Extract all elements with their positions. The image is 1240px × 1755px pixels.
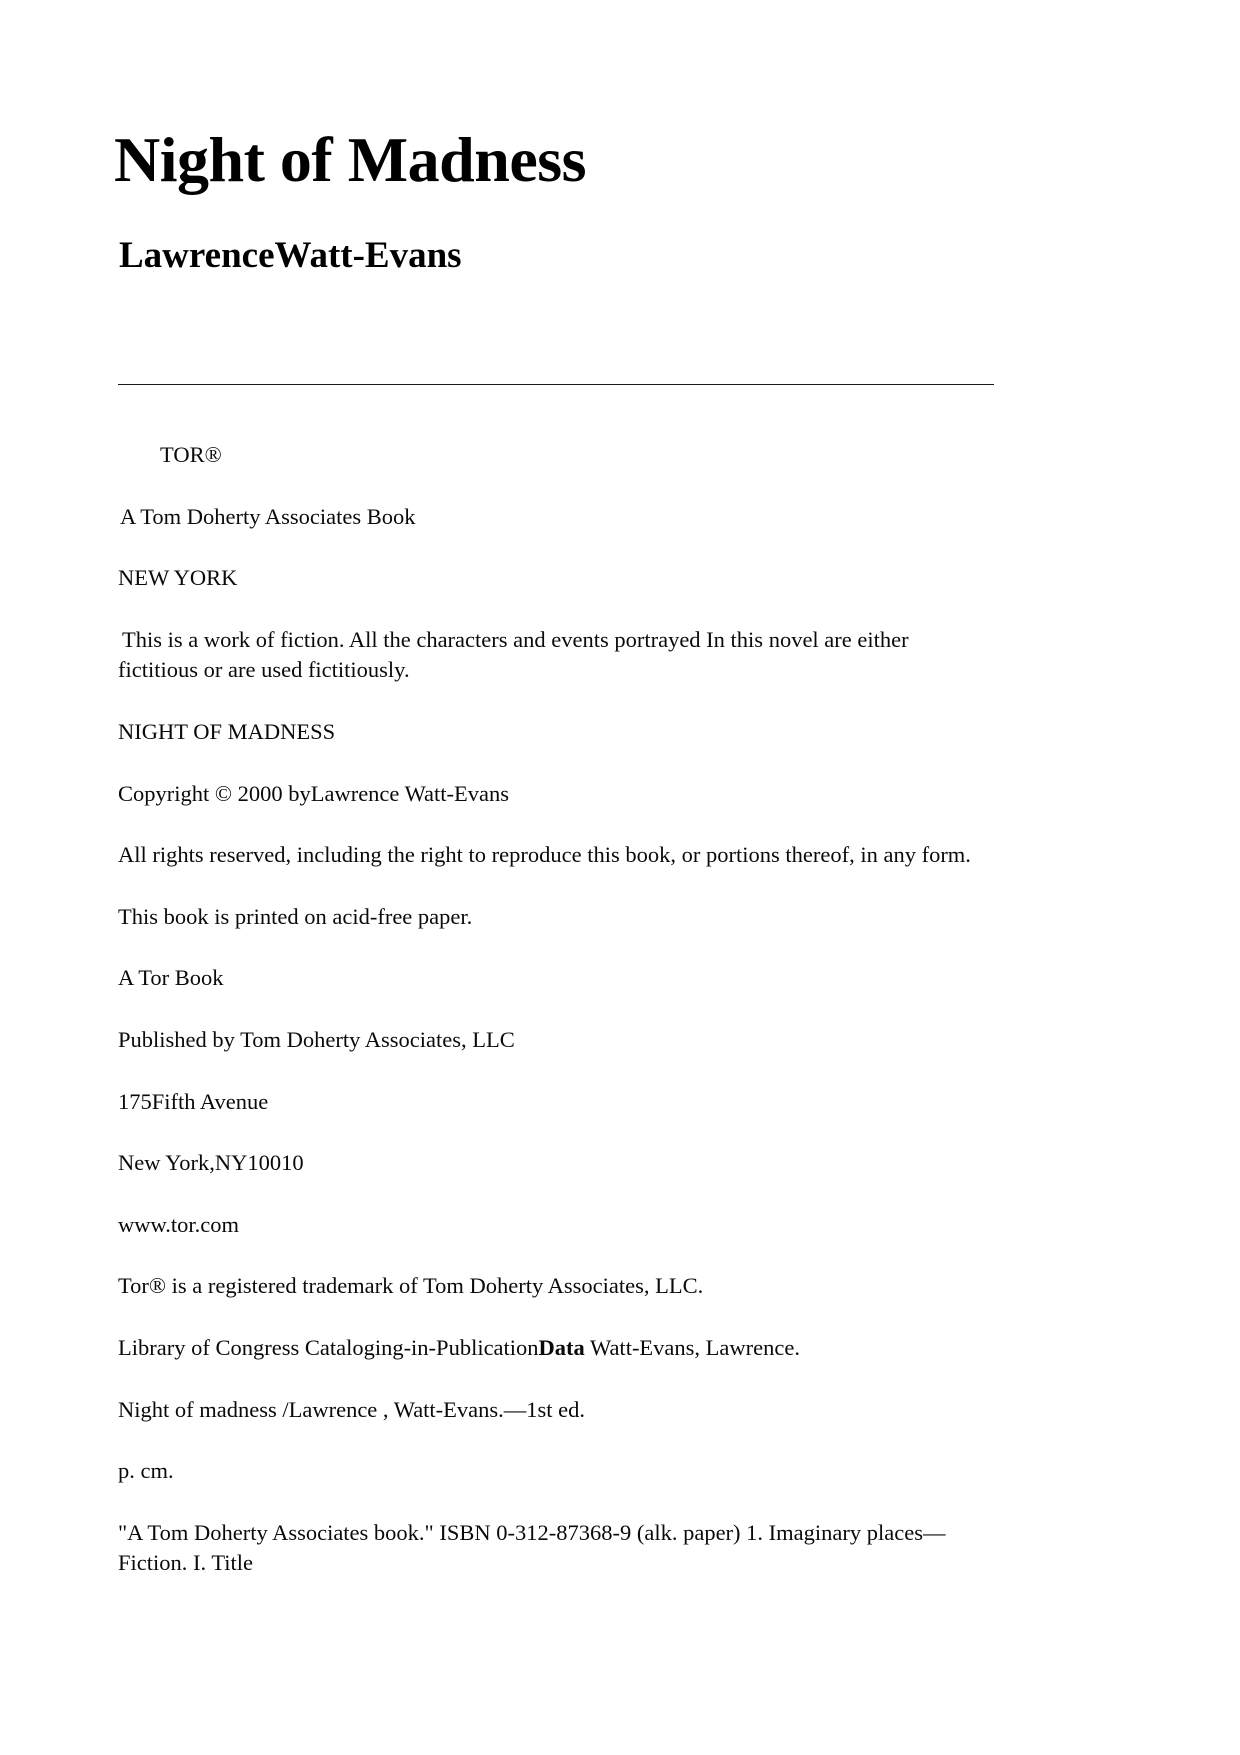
city-state-zip-line: New York,NY10010 [118, 1150, 304, 1176]
cip-suffix: Watt-Evans, Lawrence. [584, 1334, 800, 1360]
imprint-label: TOR® [160, 442, 222, 467]
fiction-disclaimer: This is a work of fiction. All the characters and events portrayed In this novel are either fictitious or are used fictitiously. [118, 626, 909, 683]
edition-line: Night of madness /Lawrence , Watt-Evans.—1st ed. [118, 1396, 586, 1422]
work-title-caps: NIGHT OF MADNESS [118, 718, 336, 744]
published-by-line: Published by Tom Doherty Associates, LLC [118, 1026, 515, 1052]
copyright-line: Copyright © 2000 byLawrence Watt-Evans [118, 780, 510, 806]
rights-reserved-line: All rights reserved, including the right to reproduce this book, or portions thereof, in any form. [118, 842, 971, 868]
cip-line [118, 1333, 1008, 1364]
website-line: www.tor.com [118, 1211, 240, 1237]
cip-prefix: Library of Congress Cataloging-in-Publication [118, 1334, 539, 1360]
isbn-line: "A Tom Doherty Associates book." ISBN 0-312-87368-9 (alk. paper) 1. Imaginary places—Fiction. I. Title [118, 1519, 946, 1576]
publisher-line: A Tom Doherty Associates Book [120, 503, 416, 529]
acid-free-paper-line: This book is printed on acid-free paper. [118, 903, 473, 929]
author-name: LawrenceWatt-Evans [119, 235, 462, 276]
pagination-line: p. cm. [118, 1458, 174, 1484]
street-address-line: 175Fifth Avenue [118, 1088, 269, 1114]
copyright-text-block [118, 440, 1008, 1610]
tor-book-line: A Tor Book [118, 965, 224, 991]
page-title: Night of Madness [114, 124, 587, 195]
horizontal-divider [118, 384, 994, 385]
cip-bold-data: Data [538, 1334, 585, 1360]
trademark-notice-line: Tor® is a registered trademark of Tom Doherty Associates, LLC. [118, 1273, 704, 1299]
city-line: NEW YORK [118, 565, 238, 591]
